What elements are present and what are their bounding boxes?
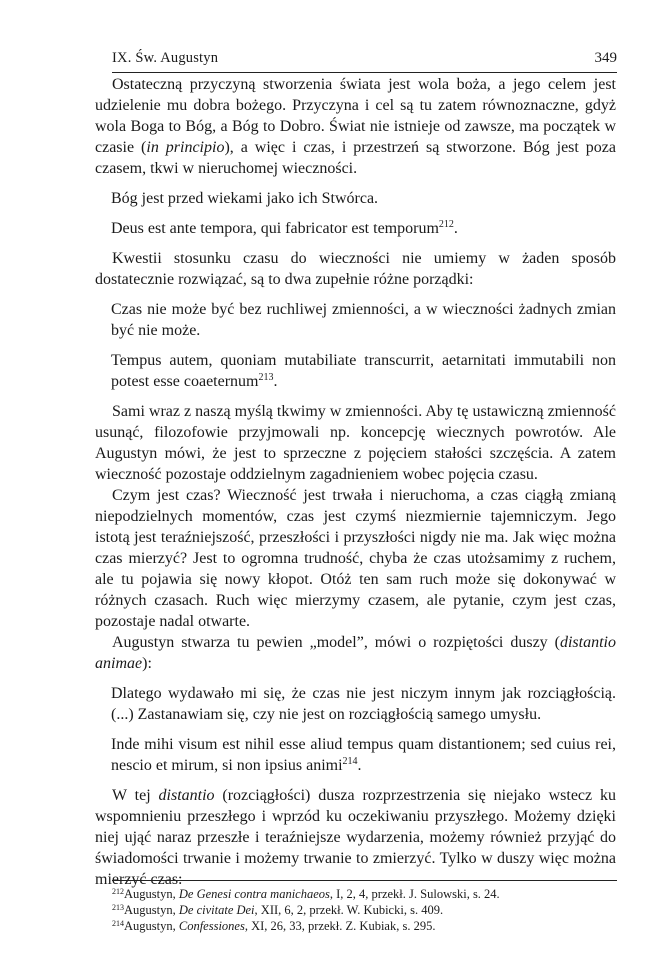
quote-paragraph: Bóg jest przed wiekami jako ich Stwórca.	[111, 190, 379, 207]
running-title: IX. Św. Augustyn	[112, 50, 219, 66]
body-text	[95, 74, 616, 890]
quote-paragraph: Deus est ante tempora, qui fabricator est temporum$^{212}$.	[111, 219, 458, 237]
paragraph: Augustyn stwarza tu pewien „model”, mówi o rozpiętości duszy (distantio animae):	[95, 634, 616, 672]
paragraph: W tej distantio (rozciągłości) dusza rozprzestrzenia się niejako wstecz ku wspomnieniu przeszłego i wprzód ku oczekiwaniu przyszłego. Możemy dzięki niej ująć naraz przeszłe i teraźniejsze wydarzenia, możemy również przyjąć do świadomości trwanie i możemy trwanie to zmierzyć. Tylko w duszy więc można mierzyć czas:	[95, 787, 616, 888]
footnote-ref: 212	[438, 219, 454, 230]
paragraph: Kwestii stosunku czasu do wieczności nie umiemy w żaden sposób dostatecznie rozwiązać, są to dwa zupełnie różne porządki:	[95, 250, 616, 288]
quote-paragraph: Dlatego wydawało mi się, że czas nie jest niczym innym jak rozciągłością. (...) Zastanawiam się, czy nie jest on rozciągłością samego umysłu.	[111, 685, 616, 723]
quote-paragraph: Tempus autem, quoniam mutabiliate transcurrit, aetarnitati immutabili non potest esse coaeternum$^{213}$.	[111, 352, 616, 390]
footnote: $^{213}$Augustyn, De civitate Dei, XII, 6, 2, przekł. W. Kubicki, s. 409.	[112, 903, 444, 917]
page-header	[112, 50, 617, 72]
footnote-ref: 213	[258, 372, 274, 383]
quote-paragraph: Inde mihi visum est nihil esse aliud tempus quam distantionem; sed cuius rei, nescio et mirum, si non ipsius animi$^{214}$.	[111, 736, 616, 774]
paragraph: Czym jest czas? Wieczność jest trwała i nieruchoma, a czas ciągłą zmianą niepodzielnych momentów, czas jest czymś niezmiernie tajemniczym. Jego istotą jest teraźniejszość, przeszłości i przyszłości nigdy nie ma. Jak więc można czas mierzyć? Jest to ogromna trudność, chyba że czas utożsamimy z ruchem, ale tu pojawia się nowy kłopot. Otóż ten sam ruch może się dokonywać w różnych czasach. Ruch więc mierzymy czasem, ale pytanie, czym jest czas, pozostaje nadal otwarte.	[95, 487, 616, 630]
paragraph: Ostateczną przyczyną stworzenia świata jest wola boża, a jego celem jest udzielenie mu dobra bożego. Przyczyna i cel są tu zatem równoznaczne, gdyż wola Boga to Bóg, a Bóg to Dobro. Świat nie istnieje od zawsze, ma początek w czasie (in principio), a więc i czas, i przestrzeń są stworzone. Bóg jest poza czasem, tkwi w nieruchomej wieczności.	[95, 76, 617, 177]
page-number: 349	[594, 50, 617, 66]
footnote: $^{214}$Augustyn, Confessiones, XI, 26, 33, przekł. Z. Kubiak, s. 295.	[112, 919, 436, 933]
footnote-ref: 214	[342, 756, 358, 767]
footnote-rule	[112, 880, 617, 881]
paragraph: Sami wraz z naszą myślą tkwimy w zmienności. Aby tę ustawiczną zmienność usunąć, filozofowie przyjmowali np. koncepcję wiecznych powrotów. Ale Augustyn mówi, że jest to sprzeczne z pojęciem stałości szczęścia. A zatem wieczność pozostaje oddzielnym zagadnieniem wobec pojęcia czasu.	[95, 403, 616, 483]
quote-paragraph: Czas nie może być bez ruchliwej zmienności, a w wieczności żadnych zmian być nie może.	[111, 301, 616, 339]
footnotes	[112, 886, 617, 934]
footnote: $^{212}$Augustyn, De Genesi contra manichaeos, I, 2, 4, przekł. J. Sulowski, s. 24.	[112, 887, 500, 901]
header-rule	[112, 72, 617, 73]
